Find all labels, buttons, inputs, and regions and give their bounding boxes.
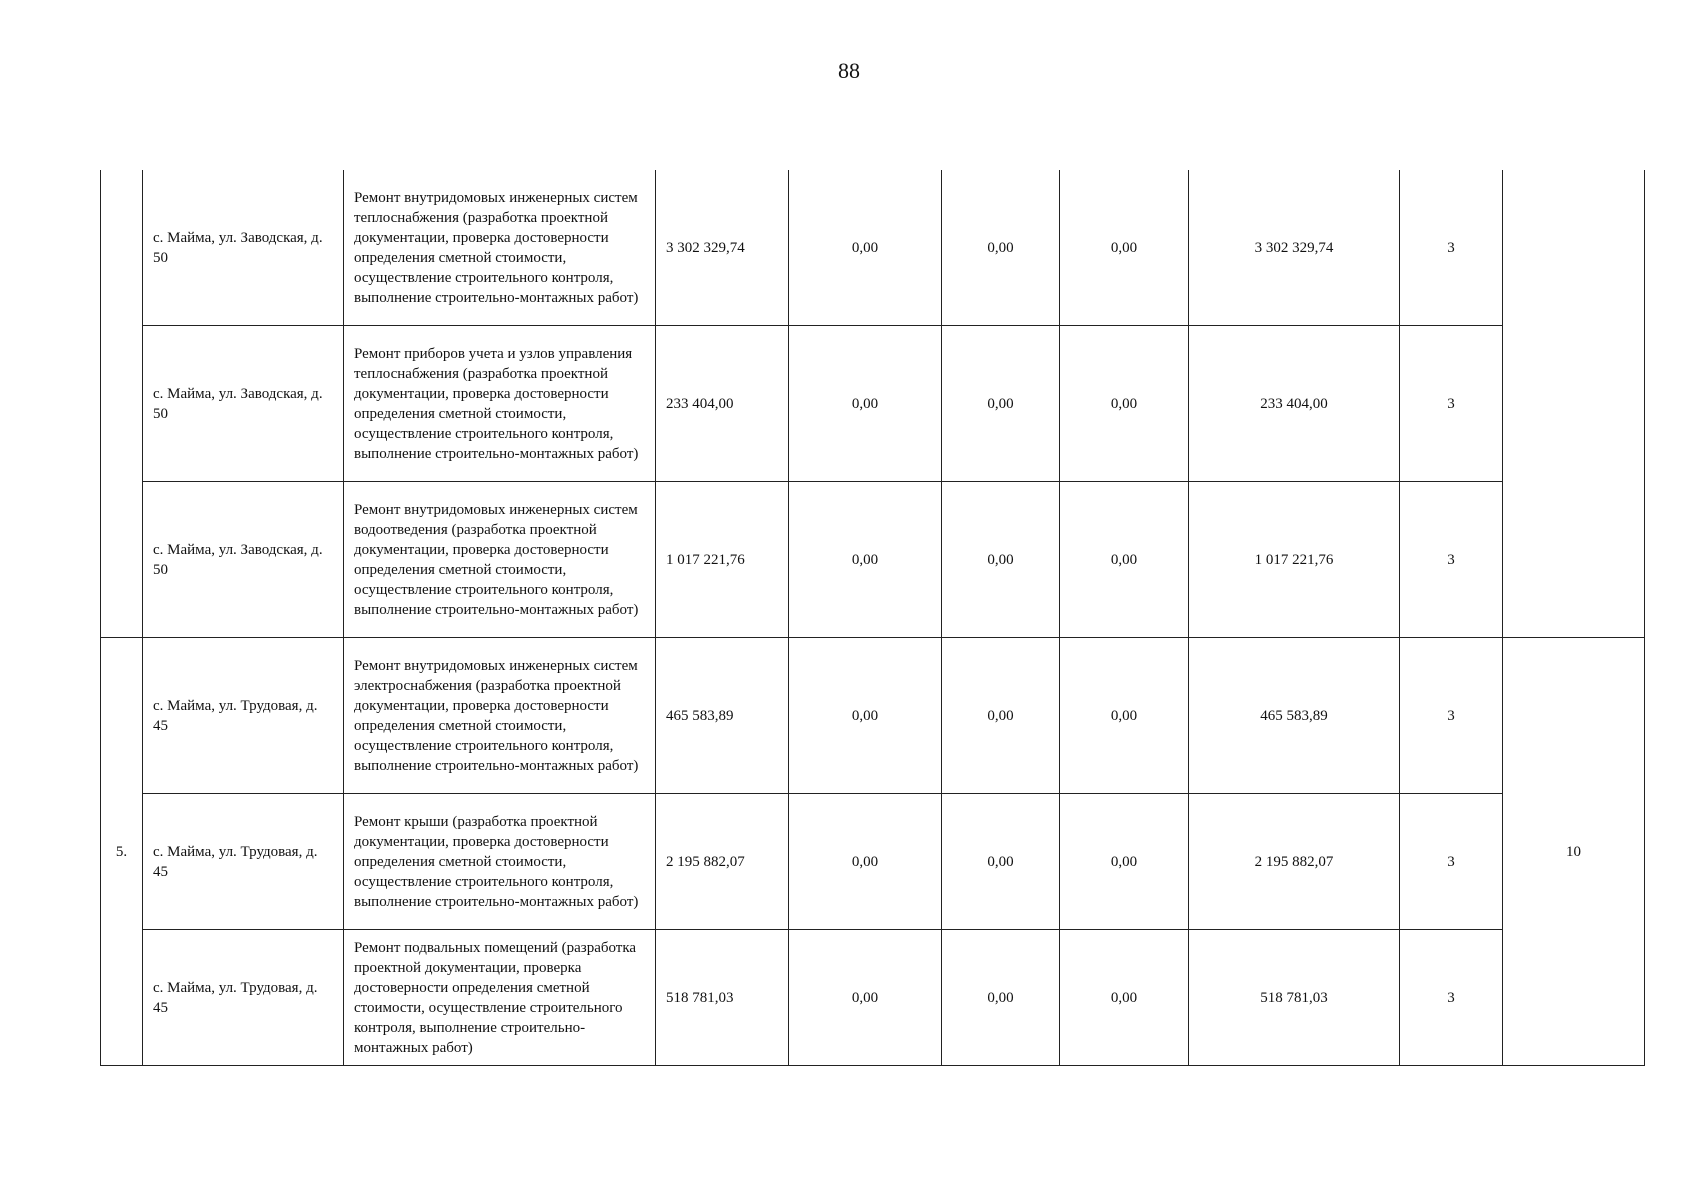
table-row	[101, 326, 1645, 482]
amount-cell: 518 781,03	[656, 930, 789, 1066]
group-total-cell	[1503, 170, 1645, 638]
work-description-cell: Ремонт крыши (разработка проектной документации, проверка достоверности определения сметной стоимости, осуществление строительного контроля, выполнение строительно-монтажных работ)	[344, 794, 656, 930]
work-description-cell: Ремонт внутридомовых инженерных систем электроснабжения (разработка проектной документации, проверка достоверности определения сметной стоимости, осуществление строительного контроля, выполнение строительно-монтажных работ)	[344, 638, 656, 794]
value-cell: 0,00	[1060, 482, 1189, 638]
work-description-cell: Ремонт внутридомовых инженерных систем водоотведения (разработка проектной документации, проверка достоверности определения сметной стоимости, осуществление строительного контроля, выполнение строительно-монтажных работ)	[344, 482, 656, 638]
amount-cell: 2 195 882,07	[656, 794, 789, 930]
work-description-cell: Ремонт приборов учета и узлов управления теплоснабжения (разработка проектной документации, проверка достоверности определения сметной стоимости, осуществление строительного контроля, выполнение строительно-монтажных работ)	[344, 326, 656, 482]
amount-cell: 1 017 221,76	[656, 482, 789, 638]
address-cell: с. Майма, ул. Заводская, д. 50	[143, 482, 344, 638]
amount-cell: 3 302 329,74	[656, 170, 789, 326]
value-cell: 0,00	[789, 638, 942, 794]
value-cell: 0,00	[942, 326, 1060, 482]
code-cell: 3	[1400, 794, 1503, 930]
amount-cell: 233 404,00	[656, 326, 789, 482]
sum-cell: 233 404,00	[1189, 326, 1400, 482]
value-cell: 0,00	[789, 326, 942, 482]
value-cell: 0,00	[942, 930, 1060, 1066]
code-cell: 3	[1400, 638, 1503, 794]
value-cell: 0,00	[942, 794, 1060, 930]
table-row	[101, 794, 1645, 930]
sum-cell: 3 302 329,74	[1189, 170, 1400, 326]
sum-cell: 465 583,89	[1189, 638, 1400, 794]
code-cell: 3	[1400, 326, 1503, 482]
code-cell: 3	[1400, 482, 1503, 638]
value-cell: 0,00	[1060, 638, 1189, 794]
value-cell: 0,00	[1060, 326, 1189, 482]
sum-cell: 1 017 221,76	[1189, 482, 1400, 638]
amount-cell: 465 583,89	[656, 638, 789, 794]
value-cell: 0,00	[789, 794, 942, 930]
work-description-cell: Ремонт подвальных помещений (разработка проектной документации, проверка достоверности определения сметной стоимости, осуществление строительного контроля, выполнение строительно-монтажных работ)	[344, 930, 656, 1066]
page-number: 88	[838, 58, 860, 83]
value-cell: 0,00	[942, 482, 1060, 638]
value-cell: 0,00	[789, 170, 942, 326]
group-number-cell	[101, 170, 143, 638]
code-cell: 3	[1400, 170, 1503, 326]
value-cell: 0,00	[1060, 930, 1189, 1066]
group-total-cell: 10	[1503, 638, 1645, 1066]
value-cell: 0,00	[942, 170, 1060, 326]
work-description-cell: Ремонт внутридомовых инженерных систем теплоснабжения (разработка проектной документации, проверка достоверности определения сметной стоимости, осуществление строительного контроля, выполнение строительно-монтажных работ)	[344, 170, 656, 326]
value-cell: 0,00	[942, 638, 1060, 794]
address-cell: с. Майма, ул. Заводская, д. 50	[143, 326, 344, 482]
address-cell: с. Майма, ул. Заводская, д. 50	[143, 170, 344, 326]
table-row	[101, 170, 1645, 326]
sum-cell: 2 195 882,07	[1189, 794, 1400, 930]
table-row	[101, 482, 1645, 638]
value-cell: 0,00	[789, 930, 942, 1066]
address-cell: с. Майма, ул. Трудовая, д. 45	[143, 638, 344, 794]
value-cell: 0,00	[789, 482, 942, 638]
table-row	[101, 930, 1645, 1066]
group-number-cell: 5.	[101, 638, 143, 1066]
repair-schedule-table	[100, 170, 1645, 1066]
table-row	[101, 638, 1645, 794]
address-cell: с. Майма, ул. Трудовая, д. 45	[143, 794, 344, 930]
value-cell: 0,00	[1060, 794, 1189, 930]
address-cell: с. Майма, ул. Трудовая, д. 45	[143, 930, 344, 1066]
sum-cell: 518 781,03	[1189, 930, 1400, 1066]
value-cell: 0,00	[1060, 170, 1189, 326]
code-cell: 3	[1400, 930, 1503, 1066]
